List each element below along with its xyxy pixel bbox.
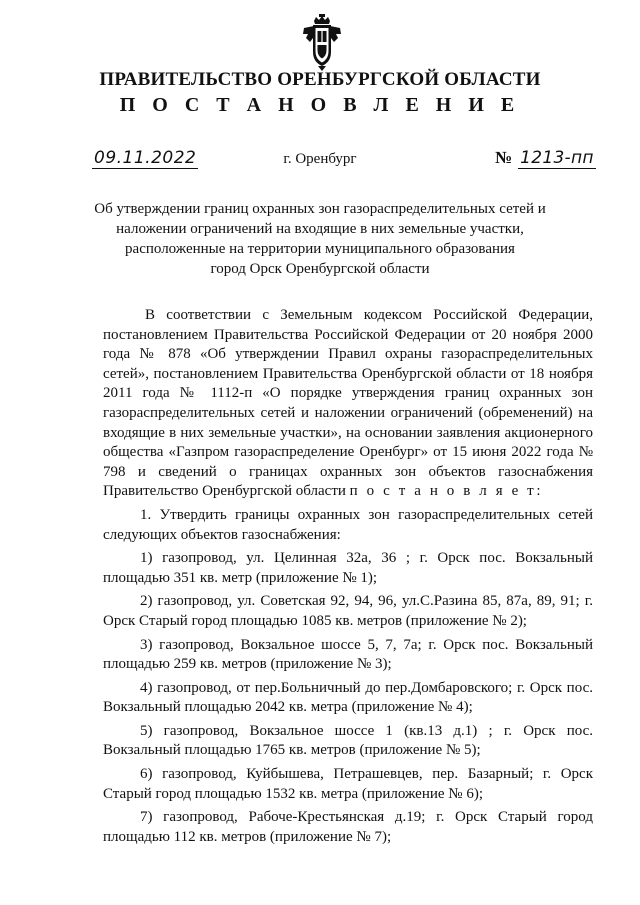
list-item: 1) газопровод, ул. Целинная 32а, 36 ; г. Орск пос. Вокзальный площадью 351 кв. метр (приложение № 1); — [103, 550, 593, 586]
document-meta — [0, 148, 640, 174]
resolves-word: п о с т а н о в л я е т: — [349, 483, 544, 500]
list-item: 2) газопровод, ул. Советская 92, 94, 96, ул.С.Разина 85, 87а, 89, 91; г. Орск Старый город площадью 1085 кв. метров (приложение № 2); — [103, 593, 593, 629]
document-date: 09.11.2022 — [94, 148, 197, 168]
list-item: 7) газопровод, Рабоче-Крестьянская д.19; г. Орск Старый город площадью 112 кв. метров (приложение № 7); — [103, 809, 593, 845]
list-item: 3) газопровод, Вокзальное шоссе 5, 7, 7а; г. Орск пос. Вокзальный площадью 259 кв. метров (приложение № 3); — [103, 636, 593, 673]
document-body — [103, 306, 593, 847]
number-value: 1213-пп — [520, 148, 594, 168]
subject-line: город Орск Оренбургской области — [210, 261, 430, 277]
government-title: ПРАВИТЕЛЬСТВО ОРЕНБУРГСКОЙ ОБЛАСТИ — [99, 69, 541, 90]
coat-of-arms-icon — [302, 12, 342, 72]
number-sign: № — [495, 148, 513, 167]
subject-line: наложении ограничений на входящие в них земельные участки, — [116, 221, 524, 237]
preamble-paragraph — [103, 306, 593, 502]
document-number — [495, 148, 596, 168]
document-city: г. Оренбург — [283, 151, 357, 167]
list-item: 4) газопровод, от пер.Больничный до пер.Домбаровского; г. Орск пос. Вокзальный площадью 2042 кв. метра (приложение № 4); — [103, 679, 593, 716]
document-type-title: П О С Т А Н О В Л Е Н И Е — [119, 94, 521, 116]
list-item: 1. Утвердить границы охранных зон газораспределительных сетей следующих объектов газоснабжения: — [103, 506, 593, 543]
subject-line: расположенные на территории муниципального образования — [125, 241, 515, 257]
list-item: 5) газопровод, Вокзальное шоссе 1 (кв.13 д.1) ; г. Орск пос. Вокзальный площадью 1765 кв. метров (приложение № 5); — [103, 722, 593, 759]
document-subject — [80, 199, 560, 279]
preamble-text: В соответствии с Земельным кодексом Российской Федерации, постановлением Правительства Российской Федерации от 20 ноября 2000 года № 878 «Об утверждении Правил охраны газораспределительных сетей», постановлением Правительства Оренбургской области от 18 ноября 2011 года № 1112-п «О порядке утверждения границ охранных зон газораспределительных сетей и наложении ограничений (обременений) на входящие в них земельные участки», на основании заявления акционерного общества «Газпром газораспределение Оренбург» от 15 июня 2022 года № 798 и сведений о границах охранных зон объектов газоснабжения Правительство Оренбургской области — [103, 307, 593, 500]
list-item: 6) газопровод, Куйбышева, Петрашевцев, пер. Базарный; г. Орск Старый город площадью 1532 кв. метра (приложение № 6); — [103, 766, 593, 802]
subject-line: Об утверждении границ охранных зон газораспределительных сетей и — [94, 201, 546, 217]
